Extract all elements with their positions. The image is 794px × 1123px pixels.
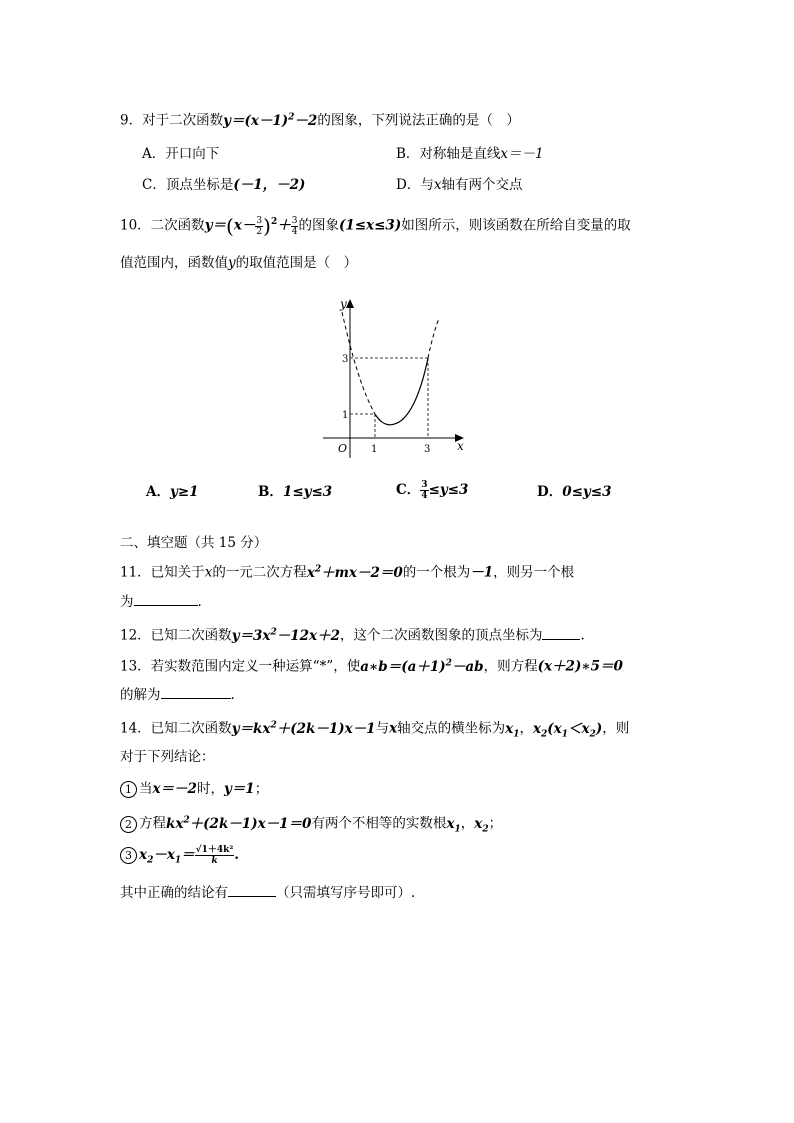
graph-tick-y1: 1 [342, 410, 349, 421]
q13-mid: ，则方程 [483, 658, 538, 675]
q13-def-base: a∗b＝(a＋1) [360, 658, 446, 675]
q10-stem-line2 [120, 253, 357, 273]
graph-origin-label: O [338, 442, 348, 455]
q10-option-d-expr: 0≤y≤3 [562, 484, 612, 500]
q10-line2-var: y [228, 255, 236, 271]
q11-var: x [204, 564, 213, 581]
y-axis-arrow-icon [346, 299, 354, 308]
q11-mid: 的一元二次方程 [212, 564, 307, 581]
q14-mid: 与 [375, 720, 390, 737]
q10-paren-open: ( [226, 214, 234, 238]
q9-option-d-label: D．与 [396, 177, 434, 193]
q14-c2-comma: ， [460, 815, 475, 832]
q13-stem-text: 13．若实数范围内定义一种运算“*”，使 [120, 658, 361, 675]
q14-c3-eq: ＝ [181, 847, 195, 863]
section-title-text: 二、填空题（共 15 分） [120, 535, 268, 551]
q14-c3-x1-sub: 1 [174, 855, 182, 866]
q14-c3-x2-sub: 2 [147, 855, 154, 866]
q14-c2-end: ； [488, 815, 503, 832]
q14-x1-sub: 1 [513, 729, 520, 740]
q10-plus: ＋ [277, 217, 291, 234]
q13-def-exp: 2 [445, 658, 452, 668]
q10-frac1 [255, 216, 263, 237]
q14-eq-exp: 2 [270, 720, 277, 730]
q11-answer-blank[interactable] [134, 591, 198, 606]
q14-c2-mid: 有两个不相等的实数根 [311, 815, 447, 832]
q14-conclusion-1 [120, 779, 268, 799]
q9-option-c[interactable] [142, 175, 305, 195]
q12-eq-tail: －12x＋2 [276, 627, 340, 644]
q14-axis: x [389, 720, 398, 737]
q12-equation [232, 628, 340, 644]
q9-option-b-expr: x＝－1 [500, 146, 544, 162]
parabola-dashed-right [428, 318, 439, 358]
circled-number-icon: 1 [120, 781, 137, 798]
q11-eq-tail: ＋mx－2＝0 [321, 564, 403, 581]
q11-equation [307, 565, 403, 581]
q13-answer-blank[interactable] [161, 684, 231, 699]
graph-tick-y3: 3 [342, 354, 349, 365]
q12-eq-exp: 2 [270, 627, 277, 637]
circled-number-icon: 3 [120, 847, 137, 864]
q10-option-c[interactable] [396, 480, 468, 501]
q14-c3-end: . [234, 847, 239, 863]
q14-cond-close: ) [595, 720, 603, 737]
q10-option-c-expr: ≤y≤3 [428, 482, 469, 498]
q14-x2: x [532, 720, 542, 737]
q14-line2-text: 对于下列结论： [120, 749, 215, 765]
q10-option-c-frac-num: 3 [421, 480, 428, 490]
q14-stem-text: 14．已知二次函数 [120, 720, 232, 737]
q11-eq-exp: 2 [314, 564, 322, 574]
q11-stem [120, 559, 574, 583]
q14-c3-lhs [139, 847, 195, 866]
q14-c2-x2: x [474, 815, 483, 832]
circled-number-icon: 2 [120, 816, 137, 833]
q10-option-b-label: B． [258, 484, 283, 500]
q14-c1-end: ； [254, 781, 269, 797]
q9-option-d-var: x [433, 177, 442, 193]
q14-c2-x1-sub: 1 [454, 824, 461, 835]
graph-x-label: x [457, 439, 464, 453]
q11-eq-base: x [306, 564, 315, 581]
q9-option-a-text: A．开口向下 [142, 146, 220, 162]
q14-c2-equation [166, 816, 311, 832]
q13-line2-text: 的解为 [120, 687, 161, 703]
q9-expr [223, 113, 317, 129]
q10-stem-text: 10．二次函数 [120, 217, 205, 234]
q9-option-c-label: C．顶点坐标是 [142, 177, 234, 193]
q9-option-a[interactable] [142, 144, 219, 164]
parabola-solid [375, 358, 428, 425]
q14-roots [505, 720, 520, 740]
section-title [120, 533, 267, 553]
q10-option-a[interactable] [146, 482, 199, 502]
q10-line2-text: 值范围内，函数值 [120, 255, 228, 271]
q10-lhs: y＝ [204, 217, 227, 234]
q14-c2-eq-tail: ＋(2k－1)x－1＝0 [189, 815, 312, 832]
q14-cond-open: (x [547, 720, 562, 737]
q11-line2 [120, 591, 202, 612]
graph-tick-x3: 3 [424, 444, 431, 455]
q10-exp: 2 [270, 217, 278, 227]
q10-option-c-frac [420, 480, 428, 501]
q13-end: . [230, 687, 235, 703]
q10-paren-close: ) [263, 214, 271, 238]
q13-stem [120, 653, 623, 677]
q9-option-d[interactable] [396, 175, 522, 195]
q10-stem [120, 208, 631, 240]
q14-final-tail: （只需填写序号即可）. [276, 885, 416, 901]
q10-stem-mid: 的图象 [298, 217, 339, 234]
q14-c2-text: 方程 [139, 815, 166, 832]
q14-final [120, 882, 415, 903]
q14-c1-expr2: y＝1 [223, 781, 255, 797]
q10-option-b[interactable] [258, 482, 332, 502]
q10-graph [318, 294, 468, 462]
q12-tail: ，这个二次函数图象的顶点坐标为 [339, 627, 543, 644]
q14-c1-text: 当 [139, 781, 153, 797]
graph-tick-x1: 1 [371, 444, 378, 455]
q14-mid2: 轴交点的横坐标为 [397, 720, 506, 737]
q14-c3-minus: －x [153, 847, 175, 863]
q14-c1-expr: x＝－2 [152, 781, 197, 797]
q10-frac2-num: 3 [291, 215, 298, 226]
graph-y-label: y [340, 297, 347, 311]
q9-stem-text: 9．对于二次函数 [120, 112, 224, 129]
q14-equation [232, 721, 376, 737]
q14-tail: ，则 [602, 720, 630, 737]
q11-line2-text: 为 [120, 594, 134, 610]
q14-c2-eq-base: kx [166, 815, 184, 832]
q14-eq-base: y＝kx [231, 720, 271, 737]
q11-end: . [197, 594, 202, 610]
q9-expr-tail: －2 [294, 112, 318, 129]
q14-c2-x2-sub: 2 [482, 824, 489, 835]
q10-line2-tail: 的取值范围是（ ） [235, 255, 358, 271]
q11-root: －1 [470, 564, 494, 581]
q14-conclusion-3 [120, 840, 239, 876]
q14-c2-roots [446, 815, 461, 835]
q11-tail: ，则另一个根 [493, 564, 575, 581]
q10-x-minus: x－ [233, 217, 256, 234]
q14-answer-blank[interactable] [228, 882, 276, 897]
q14-stem [120, 715, 629, 744]
q12-eq-base: y＝3x [231, 627, 271, 644]
q14-x1: x [505, 720, 514, 737]
q12-stem [120, 622, 585, 646]
q13-def-tail: －ab [451, 658, 484, 675]
q13-equation: (x＋2)∗5＝0 [537, 658, 623, 675]
q14-c2-eq-exp: 2 [183, 815, 190, 825]
q9-stem-tail: 的图象，下列说法正确的是（ ） [317, 112, 520, 129]
q14-conclusion-2 [120, 810, 502, 839]
q13-definition [360, 659, 483, 675]
q9-expr-base: y＝(x－1) [223, 112, 289, 129]
q14-c3-fraction [195, 845, 235, 866]
q14-c2-x1: x [446, 815, 455, 832]
q10-option-a-expr: y≥1 [169, 484, 199, 500]
q14-x2-sub: 2 [541, 729, 548, 740]
q9-option-d-tail: 轴有两个交点 [441, 177, 523, 193]
q14-final-text: 其中正确的结论有 [120, 885, 228, 901]
q10-option-c-frac-den: 4 [421, 491, 428, 501]
q10-option-b-expr: 1≤y≤3 [282, 484, 333, 500]
q14-c1-mid: 时， [196, 781, 224, 797]
q14-line2 [120, 747, 215, 767]
q10-option-c-label: C． [396, 482, 421, 498]
q11-mid2: 的一个根为 [402, 564, 471, 581]
q14-c3-den: k [211, 856, 218, 866]
q14-cond-sub1: 1 [561, 729, 568, 740]
q14-c3-num: √1＋4k² [195, 845, 234, 855]
q12-answer-blank[interactable] [542, 625, 580, 640]
q10-option-d-label: D． [537, 484, 563, 500]
q14-comma: ， [519, 720, 533, 737]
q14-c3-x2: x [139, 847, 148, 863]
q10-option-a-label: A． [146, 484, 170, 500]
q10-frac1-num: 3 [256, 215, 263, 226]
q10-stem-tail: 如图所示，则该函数在所给自变量的取 [401, 217, 631, 234]
q14-cond-mid: ＜x [567, 720, 590, 737]
q14-c2-root2 [474, 815, 489, 835]
q10-frac1-den: 2 [256, 226, 263, 237]
q12-stem-text: 12．已知二次函数 [120, 627, 232, 644]
q14-cond-sub2: 2 [589, 729, 596, 740]
q10-range: (1≤x≤3) [338, 217, 402, 234]
q10-option-d[interactable] [537, 482, 611, 502]
q9-stem [120, 107, 520, 131]
q9-option-b[interactable] [396, 144, 544, 164]
q14-eq-tail: ＋(2k－1)x－1 [276, 720, 376, 737]
q9-option-b-label: B．对称轴是直线 [396, 146, 501, 162]
q12-end: . [580, 627, 585, 644]
q13-line2 [120, 684, 235, 705]
q10-frac2-den: 4 [291, 226, 298, 237]
q9-option-c-expr: (－1，－2) [233, 177, 306, 193]
q14-root2 [532, 720, 603, 740]
q9-expr-exp: 2 [288, 112, 295, 122]
q11-stem-text: 11．已知关于 [120, 564, 205, 581]
